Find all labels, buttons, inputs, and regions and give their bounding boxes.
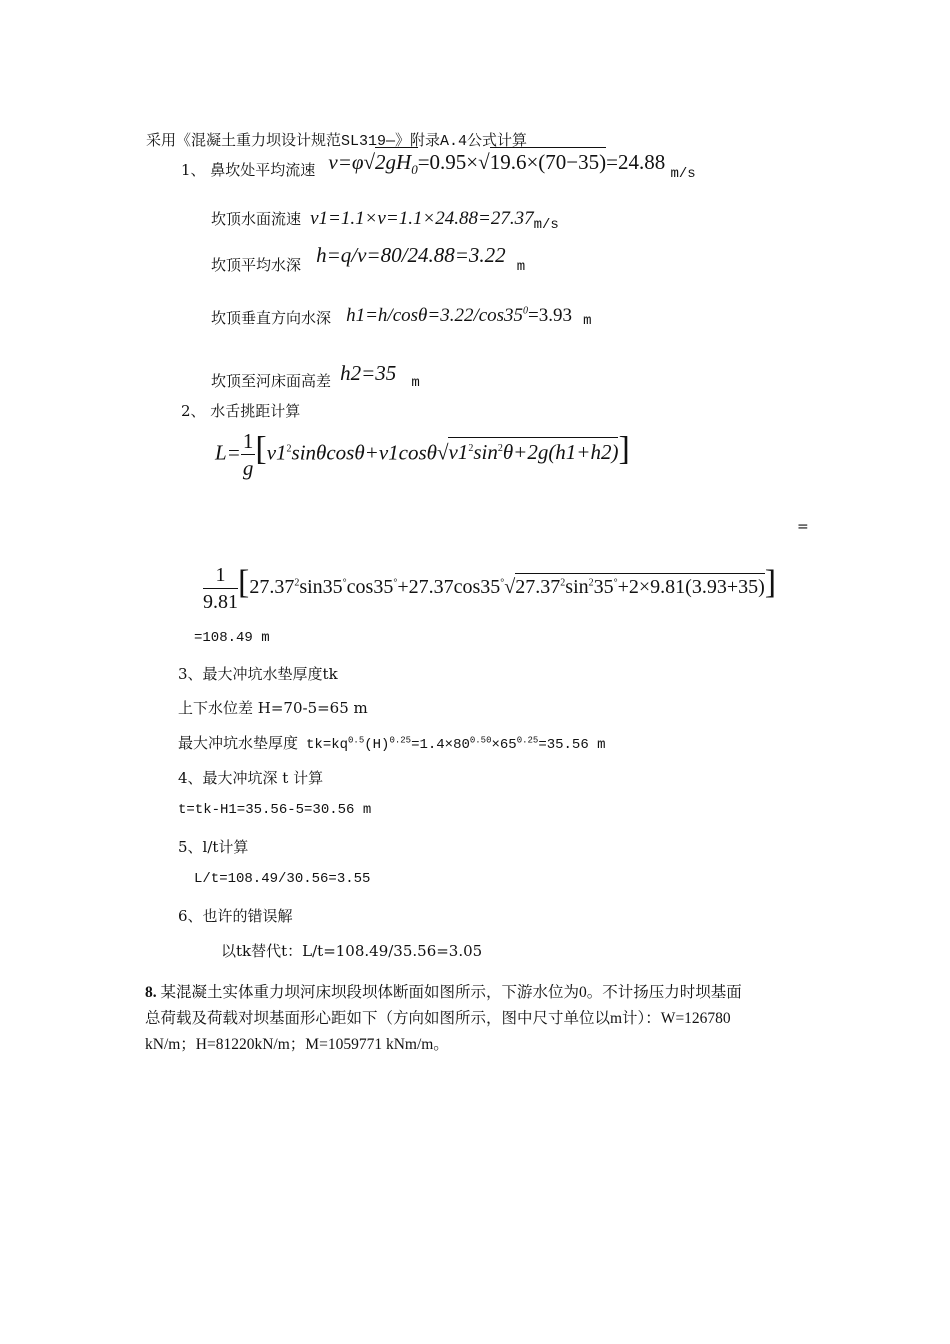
question-8-line-2: 总荷载及荷载对坝基面形心距如下（方向如图所示，图中尺寸单位以m计）：W=126780 bbox=[145, 1010, 731, 1027]
equals-sign: = bbox=[797, 519, 809, 535]
numeric-sqrt: $27.37^2\sin^235^\circ+2\times 9.81(3.93+35)$ bbox=[515, 573, 765, 598]
section-4-label: 4、最大冲坑深 t 计算 bbox=[178, 769, 324, 787]
crest-vertical-depth bbox=[211, 305, 592, 327]
numeric-fraction: $\frac{1}{9.81}$ bbox=[203, 564, 238, 613]
section-3-label: 3、最大冲坑水垫厚度tk bbox=[178, 665, 338, 683]
velocity-formula: $v=\varphi√2gH_0=0.95\times√19.6\times(70-35)=24.88$ bbox=[328, 150, 670, 174]
ratio-formula: L/t=108.49/30.56=3.55 bbox=[194, 871, 371, 887]
max-scour-cushion: 最大冲坑水垫厚度 $tk=kq^{0.5}(H)^{0.25}=1.4\times 80^{0.50}\times 65^{0.25}=35.56$ m bbox=[178, 734, 606, 753]
throw-distance-result: =108.49 m bbox=[194, 630, 270, 646]
crest-surface-velocity bbox=[211, 208, 559, 233]
crest-surface-velocity-formula: v1=1.1×v=1.1×24.88=27.37 bbox=[310, 208, 534, 229]
crest-height-diff-label: 坎顶至河床面高差 bbox=[211, 372, 332, 390]
crest-vertical-depth-formula: $h1=h/\cos\theta=3.22/\cos 35^0=3.93$ bbox=[346, 305, 573, 326]
scour-depth-formula: t=tk-H1=35.56-5=30.56 m bbox=[178, 802, 372, 818]
crest-surface-velocity-unit: m/s bbox=[533, 217, 559, 233]
throw-distance-formula: L= $\frac{1}{g}$ $[v1^2\sin\theta\cos\theta+v1\cos\theta√v1^2\sin^2\theta+2g(h1+h2)]$ bbox=[215, 429, 630, 480]
intro-line: 采用《混凝土重力坝设计规范SL319—》附录A.4公式计算 bbox=[146, 133, 528, 150]
formula-sqrt: $v1^2\sin^2\theta+2g(h1+h2)$ bbox=[448, 437, 618, 464]
section-2-label: 2、 水舌挑距计算 bbox=[181, 402, 301, 420]
throw-distance-numeric: $\frac{1}{9.81}$ $[27.37^2\sin 35^\circ\cos 35^\circ+27.37\cos 35^\circ√27.37^2\sin^235^\circ+2\times 9.81(3.93+35)]$ bbox=[203, 564, 777, 613]
crest-avg-depth bbox=[211, 243, 526, 275]
crest-avg-depth-unit: m bbox=[516, 259, 526, 275]
crest-vertical-depth-label: 坎顶垂直方向水深 bbox=[211, 309, 332, 327]
section-5-label: 5、l/t计算 bbox=[178, 838, 249, 856]
crest-height-diff-unit: m bbox=[411, 375, 420, 391]
question-8 bbox=[145, 980, 742, 1058]
crest-vertical-depth-unit: m bbox=[583, 313, 592, 329]
velocity-unit: m/s bbox=[670, 166, 696, 182]
alternate-ratio: 以tk替代t：L/t=108.49/35.56=3.05 bbox=[221, 942, 483, 960]
question-8-line-3: kN/m；H=81220kN/m；M=1059771 kNm/m。 bbox=[145, 1036, 449, 1053]
section-1 bbox=[181, 150, 696, 182]
cushion-formula: $tk=kq^{0.5}(H)^{0.25}=1.4\times 80^{0.50}\times 65^{0.25}=35.56$ m bbox=[306, 735, 606, 753]
formula-fraction: $\frac{1}{g}$ bbox=[242, 429, 254, 480]
crest-surface-velocity-label: 坎顶水面流速 bbox=[211, 210, 302, 228]
section-1-label: 1、 鼻坎处平均流速 bbox=[181, 161, 316, 179]
water-level-diff: 上下水位差 H=70-5=65 m bbox=[178, 699, 368, 717]
crest-avg-depth-label: 坎顶平均水深 bbox=[211, 256, 302, 274]
section-6-label: 6、也许的错误解 bbox=[178, 907, 293, 925]
question-number: 8. bbox=[145, 984, 157, 1001]
crest-height-diff bbox=[211, 361, 420, 391]
crest-avg-depth-formula: h=q/v=80/24.88=3.22 bbox=[316, 243, 506, 267]
crest-height-diff-formula: h2=35 bbox=[340, 361, 397, 385]
question-8-line-1: 8. 某混凝土实体重力坝河床坝段坝体断面如图所示，下游水位为0。不计扬压力时坝基面 bbox=[145, 984, 742, 1001]
sqrt-2gh0: $2gH_0$ bbox=[375, 147, 418, 174]
